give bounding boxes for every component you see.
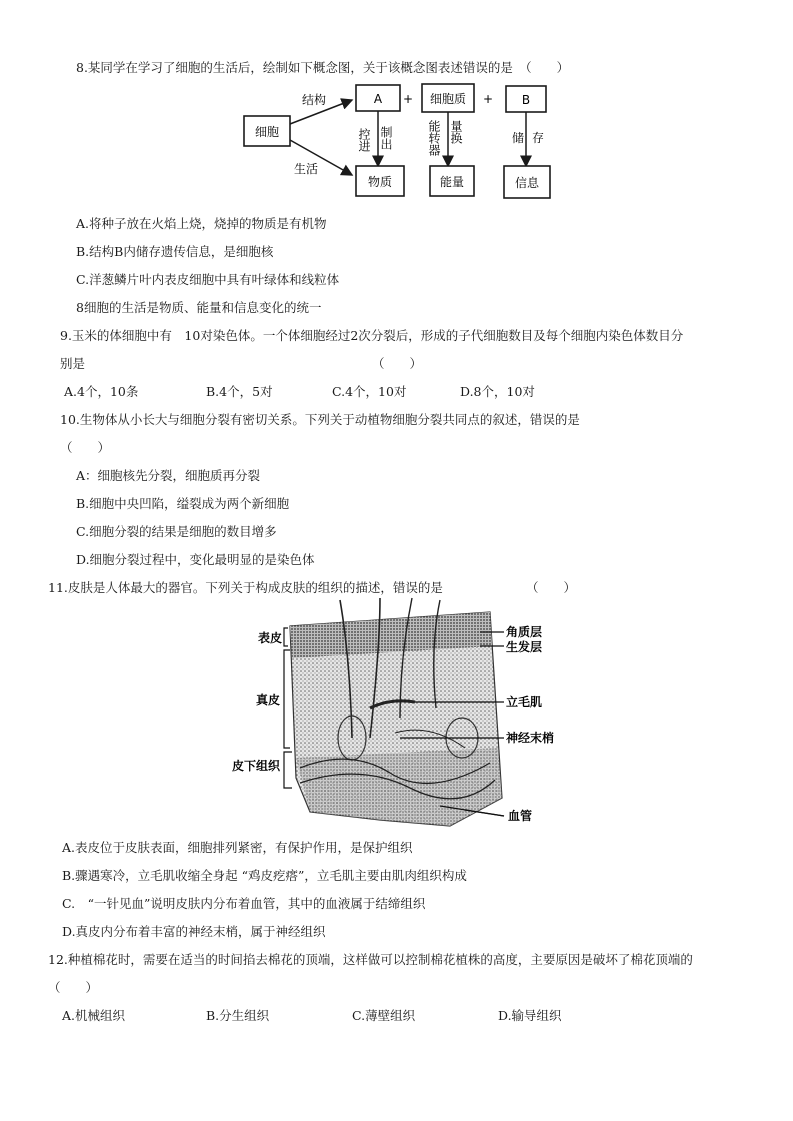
converter-right-label: 量换: [449, 120, 463, 144]
q9-option-c: C.4个，10对: [332, 384, 407, 399]
storage-right-label: 存: [532, 131, 545, 145]
q10-option-c: C.细胞分裂的结果是细胞的数目增多: [76, 524, 277, 539]
q12-option-a: A.机械组织: [62, 1008, 126, 1023]
blood-vessel-label: 血管: [508, 809, 533, 823]
box-B-label: B: [521, 93, 531, 107]
q9-option-d: D.8个，10对: [460, 384, 535, 399]
q12-option-c: C.薄壁组织: [352, 1008, 416, 1023]
q8-option-a: A.将种子放在火焰上烧，烧掉的物质是有机物: [76, 216, 327, 231]
q8-stem: 8.某同学在学习了细胞的生活后，绘制如下概念图，关于该概念图表述错误的是 （ ）: [76, 60, 570, 75]
cytoplasm-label: 细胞质: [429, 92, 467, 106]
q12-paren: （ ）: [48, 980, 99, 995]
structure-label: 结构: [302, 93, 327, 107]
nerve-endings-label: 神经末梢: [506, 731, 555, 745]
q11-option-c: C. “一针见血”说明皮肤内分布着血管，其中的血液属于结缔组织: [62, 896, 426, 911]
q11-stem: 11.皮肤是人体最大的器官。下列关于构成皮肤的组织的描述，错误的是: [48, 580, 443, 595]
q8-option-b: B.结构B内储存遗传信息，是细胞核: [76, 244, 274, 259]
arrector-pili-label: 立毛肌: [506, 695, 543, 709]
q12-option-b: B.分生组织: [206, 1008, 270, 1023]
epidermis-label: 表皮: [258, 631, 283, 645]
storage-left-label: 储: [512, 131, 525, 145]
q10-option-a: A：细胞核先分裂，细胞质再分裂: [76, 468, 261, 483]
bracket-epidermis: [284, 628, 288, 646]
box-A-label: A: [373, 92, 383, 106]
plus-1: +: [402, 92, 414, 106]
q12-option-d: D.输导组织: [498, 1008, 562, 1023]
q9-stem-line1: 9.玉米的体细胞中有 10对染色体。一个体细胞经过2次分裂后，形成的子代细胞数目及每个细胞内染色体数目分: [60, 328, 684, 343]
q12-stem: 12.种植棉花时，需要在适当的时间掐去棉花的顶端，这样做可以控制棉花植株的高度，主要原因是破坏了棉花顶端的: [48, 952, 693, 967]
converter-left-label: 能转器: [427, 120, 441, 156]
q11-skin-diagram: [232, 598, 570, 830]
energy-label: 能量: [439, 175, 465, 189]
life-label: 生活: [294, 162, 319, 176]
q8-option-c: C.洋葱鳞片叶内表皮细胞中具有叶绿体和线粒体: [76, 272, 340, 287]
ctrl-out-label: 制出: [379, 126, 393, 150]
q11-option-a: A.表皮位于皮肤表面，细胞排列紧密，有保护作用，是保护组织: [62, 840, 413, 855]
dermis-label: 真皮: [256, 693, 281, 707]
q10-paren: （ ）: [60, 440, 111, 455]
bracket-dermis: [284, 650, 290, 748]
q9-option-b: B.4个，5对: [206, 384, 273, 399]
subcutaneous-label: 皮下组织: [232, 759, 281, 773]
germinal-layer-label: 生发层: [506, 640, 543, 654]
plus-2: +: [482, 92, 494, 106]
cell-label: 细胞: [254, 125, 280, 139]
q10-stem: 10.生物体从小长大与细胞分裂有密切关系。下列关于动植物细胞分裂共同点的叙述，错误的是: [60, 412, 580, 427]
ctrl-in-label: 控进: [357, 128, 371, 152]
q10-option-d: D.细胞分裂过程中，变化最明显的是染色体: [76, 552, 315, 567]
q11-option-d: D.真皮内分布着丰富的神经末梢，属于神经组织: [62, 924, 326, 939]
bracket-subcutaneous: [284, 752, 292, 788]
q11-paren: （ ）: [526, 580, 577, 595]
info-label: 信息: [514, 176, 540, 190]
matter-label: 物质: [367, 175, 393, 189]
q10-option-b: B.细胞中央凹陷，缢裂成为两个新细胞: [76, 496, 290, 511]
q8-concept-diagram: [240, 80, 560, 210]
stratum-corneum-label: 角质层: [506, 625, 543, 639]
q9-option-a: A.4个，10条: [64, 384, 139, 399]
q9-paren: （ ）: [372, 356, 423, 371]
q8-option-d: 8细胞的生活是物质、能量和信息变化的统一: [76, 300, 322, 315]
q11-option-b: B.骤遇寒冷，立毛肌收缩全身起 “鸡皮疙瘩”，立毛肌主要由肌肉组织构成: [62, 868, 467, 883]
q9-stem-line2: 别是: [60, 356, 86, 371]
